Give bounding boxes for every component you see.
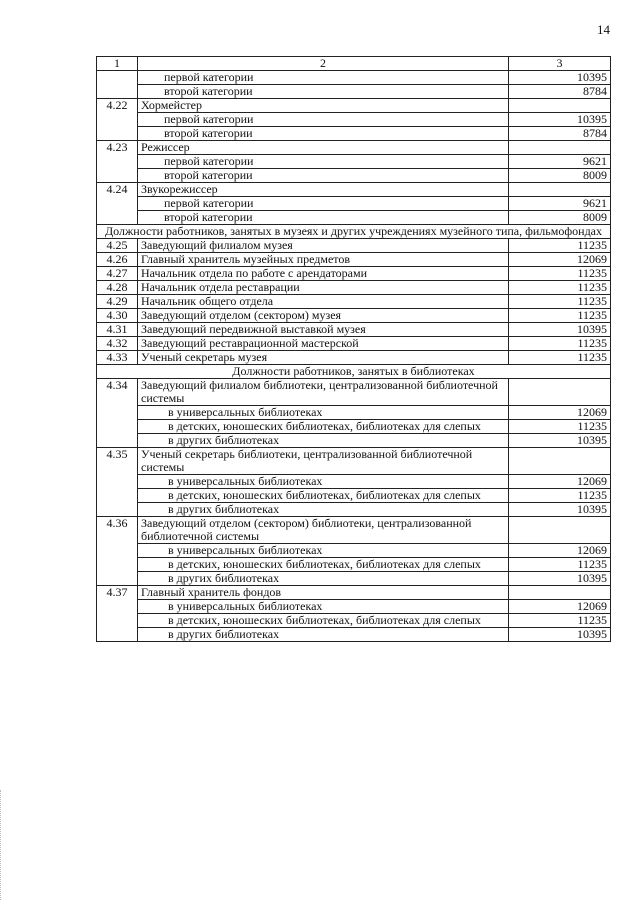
- row-label: Заведующий филиалом музея: [138, 239, 509, 253]
- table-row: [97, 239, 611, 253]
- row-value: 11235: [509, 239, 611, 253]
- row-title: Заведующий филиалом библиотеки, централизованной библиотечной системы: [138, 379, 509, 406]
- row-label: Начальник отдела по работе с арендаторами: [138, 267, 509, 281]
- row-label: в универсальных библиотеках: [138, 475, 509, 489]
- row-value: 11235: [509, 267, 611, 281]
- table-row: [97, 600, 611, 614]
- table-row: [97, 141, 611, 155]
- row-label: в универсальных библиотеках: [138, 600, 509, 614]
- row-label: в других библиотеках: [138, 628, 509, 642]
- row-value: 11235: [509, 309, 611, 323]
- row-value-empty: [509, 448, 611, 475]
- row-value: 9621: [509, 155, 611, 169]
- table-row: [97, 211, 611, 225]
- row-value: 10395: [509, 628, 611, 642]
- row-label: второй категории: [138, 169, 509, 183]
- section-row: [97, 225, 611, 239]
- row-label: в детских, юношеских библиотеках, библиотеках для слепых: [138, 558, 509, 572]
- row-number: 4.28: [97, 281, 138, 295]
- row-label: второй категории: [138, 211, 509, 225]
- table-row: [97, 544, 611, 558]
- row-value-empty: [509, 517, 611, 544]
- table-row: [97, 113, 611, 127]
- table-row: [97, 558, 611, 572]
- table-row: [97, 183, 611, 197]
- table-row: [97, 586, 611, 600]
- row-number: 4.22: [97, 99, 138, 141]
- row-number: 4.24: [97, 183, 138, 225]
- row-title: Звукорежиссер: [138, 183, 509, 197]
- row-value: 10395: [509, 323, 611, 337]
- row-number: 4.23: [97, 141, 138, 183]
- table-row: [97, 309, 611, 323]
- row-value: 8784: [509, 85, 611, 99]
- table-row: [97, 71, 611, 85]
- col-header-3: 3: [509, 57, 611, 71]
- table-row: [97, 406, 611, 420]
- table-row: [97, 323, 611, 337]
- row-label: в других библиотеках: [138, 434, 509, 448]
- row-value: 10395: [509, 113, 611, 127]
- row-value: 12069: [509, 406, 611, 420]
- row-label: в других библиотеках: [138, 572, 509, 586]
- row-label: Начальник общего отдела: [138, 295, 509, 309]
- table-row: [97, 379, 611, 406]
- row-label: Заведующий отделом (сектором) музея: [138, 309, 509, 323]
- col-header-1: 1: [97, 57, 138, 71]
- row-title: Заведующий отделом (сектором) библиотеки, централизованной библиотечной системы: [138, 517, 509, 544]
- table-row: [97, 197, 611, 211]
- row-value: 11235: [509, 558, 611, 572]
- row-number: [97, 71, 138, 99]
- row-label: Начальник отдела реставрации: [138, 281, 509, 295]
- table-row: [97, 253, 611, 267]
- table-row: [97, 295, 611, 309]
- table-row: [97, 420, 611, 434]
- row-value: 10395: [509, 71, 611, 85]
- row-value: 11235: [509, 420, 611, 434]
- row-value: 8784: [509, 127, 611, 141]
- row-value: 12069: [509, 475, 611, 489]
- table-row: [97, 127, 611, 141]
- row-title: Хормейстер: [138, 99, 509, 113]
- row-value: 8009: [509, 169, 611, 183]
- row-value: 12069: [509, 253, 611, 267]
- row-label: Заведующий реставрационной мастерской: [138, 337, 509, 351]
- row-label: Заведующий передвижной выставкой музея: [138, 323, 509, 337]
- table-row: [97, 614, 611, 628]
- row-value: 12069: [509, 600, 611, 614]
- section-heading-library: Должности работников, занятых в библиотеках: [97, 365, 611, 379]
- table-row: [97, 351, 611, 365]
- row-title: Ученый секретарь библиотеки, централизованной библиотечной системы: [138, 448, 509, 475]
- row-number: 4.34: [97, 379, 138, 448]
- row-value: 8009: [509, 211, 611, 225]
- row-label: первой категории: [138, 197, 509, 211]
- col-header-2: 2: [138, 57, 509, 71]
- row-value: 11235: [509, 614, 611, 628]
- row-value: 12069: [509, 544, 611, 558]
- row-label: первой категории: [138, 155, 509, 169]
- row-value: 9621: [509, 197, 611, 211]
- row-title: Режиссер: [138, 141, 509, 155]
- row-number: 4.35: [97, 448, 138, 517]
- row-value-empty: [509, 379, 611, 406]
- row-label: первой категории: [138, 71, 509, 85]
- row-label: в универсальных библиотеках: [138, 544, 509, 558]
- row-label: в детских, юношеских библиотеках, библиотеках для слепых: [138, 420, 509, 434]
- header-row: [97, 57, 611, 71]
- table-row: [97, 169, 611, 183]
- row-title: Главный хранитель фондов: [138, 586, 509, 600]
- section-row: [97, 365, 611, 379]
- row-number: 4.32: [97, 337, 138, 351]
- table-row: [97, 85, 611, 99]
- row-label: в других библиотеках: [138, 503, 509, 517]
- table-row: [97, 489, 611, 503]
- table-row: [97, 628, 611, 642]
- row-value: 10395: [509, 572, 611, 586]
- row-value: 11235: [509, 489, 611, 503]
- row-value: 11235: [509, 351, 611, 365]
- table-row: [97, 99, 611, 113]
- row-number: 4.37: [97, 586, 138, 642]
- table-row: [97, 337, 611, 351]
- row-value: 10395: [509, 434, 611, 448]
- row-number: 4.36: [97, 517, 138, 586]
- table-row: [97, 448, 611, 475]
- row-label: второй категории: [138, 85, 509, 99]
- margin-mark: [0, 790, 7, 900]
- row-label: в универсальных библиотеках: [138, 406, 509, 420]
- row-value: 11235: [509, 295, 611, 309]
- row-number: 4.31: [97, 323, 138, 337]
- table-row: [97, 517, 611, 544]
- row-number: 4.26: [97, 253, 138, 267]
- row-value-empty: [509, 586, 611, 600]
- row-label: в детских, юношеских библиотеках, библиотеках для слепых: [138, 489, 509, 503]
- row-label: второй категории: [138, 127, 509, 141]
- table-row: [97, 281, 611, 295]
- row-number: 4.27: [97, 267, 138, 281]
- table-row: [97, 434, 611, 448]
- salary-table: [96, 56, 611, 642]
- table-row: [97, 475, 611, 489]
- row-value: 11235: [509, 337, 611, 351]
- table-row: [97, 155, 611, 169]
- row-label: первой категории: [138, 113, 509, 127]
- table-row: [97, 267, 611, 281]
- row-number: 4.30: [97, 309, 138, 323]
- row-label: Главный хранитель музейных предметов: [138, 253, 509, 267]
- row-label: Ученый секретарь музея: [138, 351, 509, 365]
- table-row: [97, 503, 611, 517]
- page-number: 14: [597, 22, 610, 37]
- row-label: в детских, юношеских библиотеках, библиотеках для слепых: [138, 614, 509, 628]
- section-heading-museum: Должности работников, занятых в музеях и других учреждениях музейного типа, фильмофондах: [97, 225, 611, 239]
- row-number: 4.29: [97, 295, 138, 309]
- row-value: 11235: [509, 281, 611, 295]
- row-value: 10395: [509, 503, 611, 517]
- row-number: 4.33: [97, 351, 138, 365]
- row-number: 4.25: [97, 239, 138, 253]
- table-row: [97, 572, 611, 586]
